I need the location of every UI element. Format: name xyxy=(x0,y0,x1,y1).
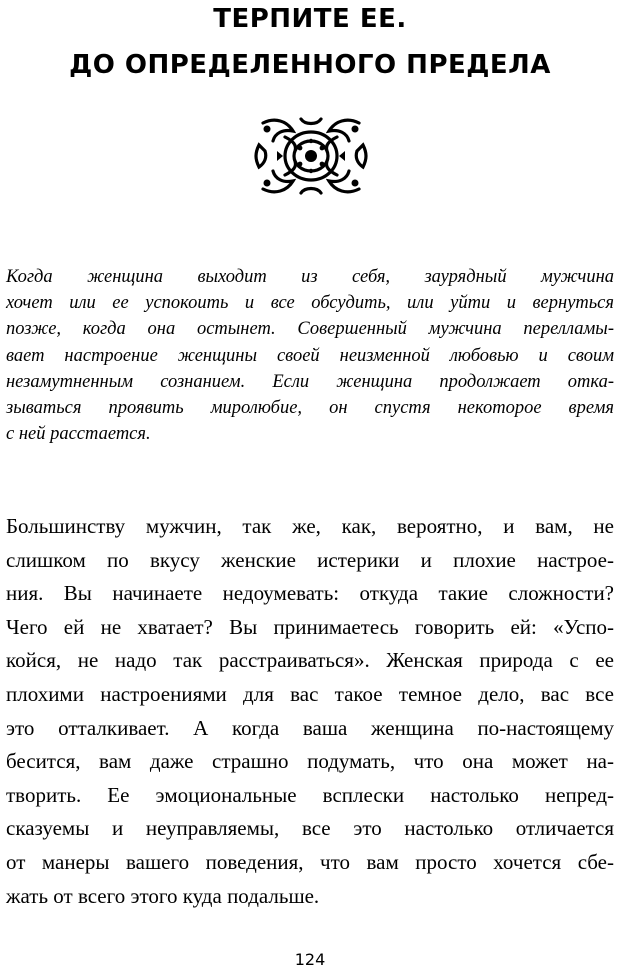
epigraph-line: вает настроение женщины своей неизменной любовью и своим xyxy=(6,345,614,366)
body-line: слишком по вкусу женские истерики и плохие настрое- xyxy=(6,547,614,572)
body-line: плохими настроениями для вас такое темное дело, вас все xyxy=(6,681,614,706)
body-paragraph xyxy=(6,510,614,913)
epigraph-line: Когда женщина выходит из себя, заурядный мужчина xyxy=(6,267,614,287)
epigraph xyxy=(6,264,614,447)
body-line: сказуемы и неуправляемы, все это настолько отличается xyxy=(6,816,614,841)
body-line: это отталкивает. А когда ваша женщина по-настоящему xyxy=(6,715,614,740)
chapter-title-line-2: ДО ОПРЕДЕЛЕННОГО ПРЕДЕЛА xyxy=(69,50,551,80)
body-line: творить. Ее эмоциональные всплески настолько непред- xyxy=(6,782,614,807)
epigraph-line: позже, когда она остынет. Совершенный мужчина перелламы- xyxy=(6,319,614,340)
page-number: 124 xyxy=(294,950,326,969)
body-line: жать от всего этого куда подальше. xyxy=(6,883,320,908)
epigraph-line: незамутненным сознанием. Если женщина продолжает отка- xyxy=(6,371,614,392)
body-line: бесится, вам даже страшно подумать, что она может на- xyxy=(6,749,614,774)
body-line: Чего ей не хватает? Вы принимаетесь говорить ей: «Успо- xyxy=(6,614,614,639)
body-line: от манеры вашего поведения, что вам просто хочется сбе- xyxy=(6,849,614,874)
body-line: койся, не надо так расстраиваться». Женская природа с ее xyxy=(6,648,614,673)
epigraph-line: с ней расстается. xyxy=(6,424,151,445)
body-line: ния. Вы начинаете недоумевать: откуда такие сложности? xyxy=(6,581,614,606)
body-line: Большинству мужчин, так же, как, вероятно, и вам, не xyxy=(6,514,614,538)
epigraph-line: хочет или ее успокоить и все обсудить, или уйти и вернуться xyxy=(6,293,614,314)
epigraph-line: зываться проявить миролюбие, он спустя некоторое время xyxy=(6,397,614,418)
chapter-title-line-1: ТЕРПИТЕ ЕЕ. xyxy=(213,4,407,34)
ornament-icon xyxy=(253,115,369,197)
